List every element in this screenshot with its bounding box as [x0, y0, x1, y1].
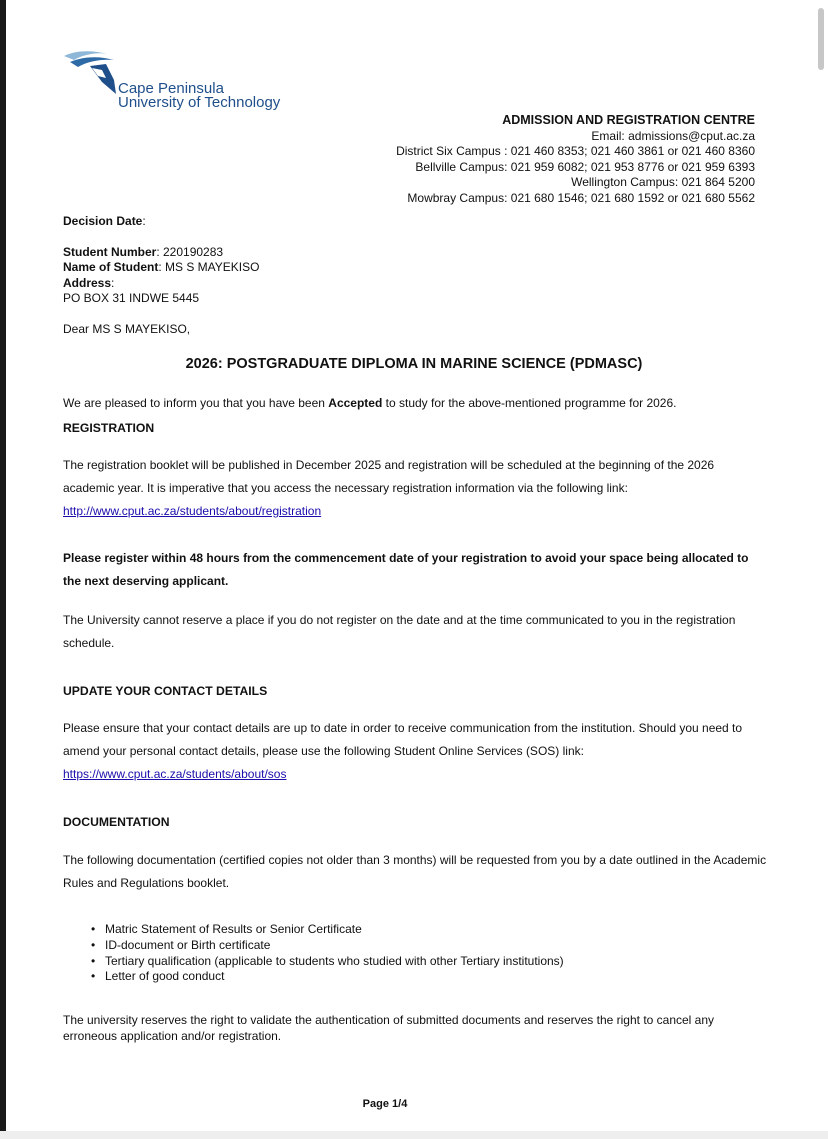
- logo-wordmark: [118, 82, 280, 110]
- intro-pre: We are pleased to inform you that you have been: [63, 396, 329, 410]
- registration-heading: REGISTRATION: [63, 421, 155, 435]
- contact-update-heading: UPDATE YOUR CONTACT DETAILS: [63, 684, 268, 698]
- logo-line-1: Cape Peninsula: [118, 80, 224, 97]
- list-item: • Tertiary qualification (applicable to students who studied with other Tertiary institutions): [105, 954, 564, 970]
- address-label: Address: [63, 275, 112, 290]
- scrollbar-thumb[interactable]: [818, 8, 824, 70]
- contact-bellville: Bellville Campus: 021 959 6082; 021 953 8776 or 021 959 6393: [415, 159, 755, 174]
- registration-link[interactable]: http://www.cput.ac.za/students/about/registration: [63, 504, 322, 518]
- contact-update-text: Please ensure that your contact details are up to date in order to receive communication from the institution. Should you need to amend your personal contact details, please use the following Student Online Services (SOS) link:: [63, 721, 743, 758]
- bottom-band: [0, 1131, 828, 1139]
- acceptance-status: Accepted: [328, 396, 383, 410]
- list-item: • Matric Statement of Results or Senior Certificate: [105, 922, 564, 938]
- registration-paragraph: [63, 454, 768, 523]
- contact-update-paragraph: [63, 717, 768, 786]
- registration-warning: Please register within 48 hours from the commencement date of your registration to avoid your space being allocated to the next deserving applicant.: [63, 551, 749, 588]
- contact-district-six: District Six Campus : 021 460 8353; 021 460 3861 or 021 460 8360: [396, 144, 755, 159]
- list-item: • ID-document or Birth certificate: [105, 938, 564, 954]
- greeting: Dear MS S MAYEKISO,: [63, 322, 191, 336]
- intro-post: to study for the above-mentioned programme for 2026.: [382, 396, 677, 410]
- contact-title: ADMISSION AND REGISTRATION CENTRE: [502, 113, 755, 127]
- closing-paragraph: The university reserves the right to validate the authentication of submitted documents and reserves the right to cancel any erroneous application and/or registration.: [63, 1013, 715, 1043]
- address-colon: :: [111, 275, 115, 290]
- decision-date: [63, 214, 146, 229]
- documentation-text: The following documentation (certified copies not older than 3 months) will be requested from you by a date outlined in the Academic Rules and Regulations booklet.: [63, 853, 767, 890]
- logo-line-2: University of Technology: [118, 94, 281, 111]
- student-number-label: Student Number: [63, 245, 157, 259]
- address-line: PO BOX 31 INDWE 5445: [63, 291, 200, 306]
- contact-wellington: Wellington Campus: 021 864 5200: [571, 175, 755, 190]
- student-number-value: : 220190283: [156, 245, 224, 259]
- list-item: • Letter of good conduct: [105, 969, 564, 985]
- contact-block: [396, 113, 755, 207]
- student-name-value: : MS S MAYEKISO: [158, 260, 260, 275]
- contact-email: Email: admissions@cput.ac.za: [591, 128, 755, 143]
- decision-date-value: :: [142, 214, 146, 228]
- documentation-list: [63, 922, 564, 985]
- documentation-heading: DOCUMENTATION: [63, 815, 170, 829]
- page-number: Page 1/4: [362, 1098, 408, 1110]
- acceptance-sentence: [63, 396, 676, 411]
- contact-mowbray: Mowbray Campus: 021 680 1546; 021 680 1592 or 021 680 5562: [407, 190, 755, 205]
- sos-link[interactable]: https://www.cput.ac.za/students/about/sos: [63, 767, 287, 781]
- programme-title: 2026: POSTGRADUATE DIPLOMA IN MARINE SCIENCE (PDMASC): [185, 356, 643, 372]
- registration-text: The registration booklet will be published in December 2025 and registration will be scheduled at the beginning of the 2026 academic year. It is imperative that you access the necessary registration information via the following link:: [63, 458, 715, 495]
- decision-date-label: Decision Date: [63, 214, 143, 228]
- student-details: [63, 245, 259, 307]
- screen-left-edge: [0, 0, 6, 1139]
- student-name-label: Name of Student: [63, 260, 159, 275]
- registration-notice: The University cannot reserve a place if you do not register on the date and at the time communicated to you in the registration schedule.: [63, 613, 736, 650]
